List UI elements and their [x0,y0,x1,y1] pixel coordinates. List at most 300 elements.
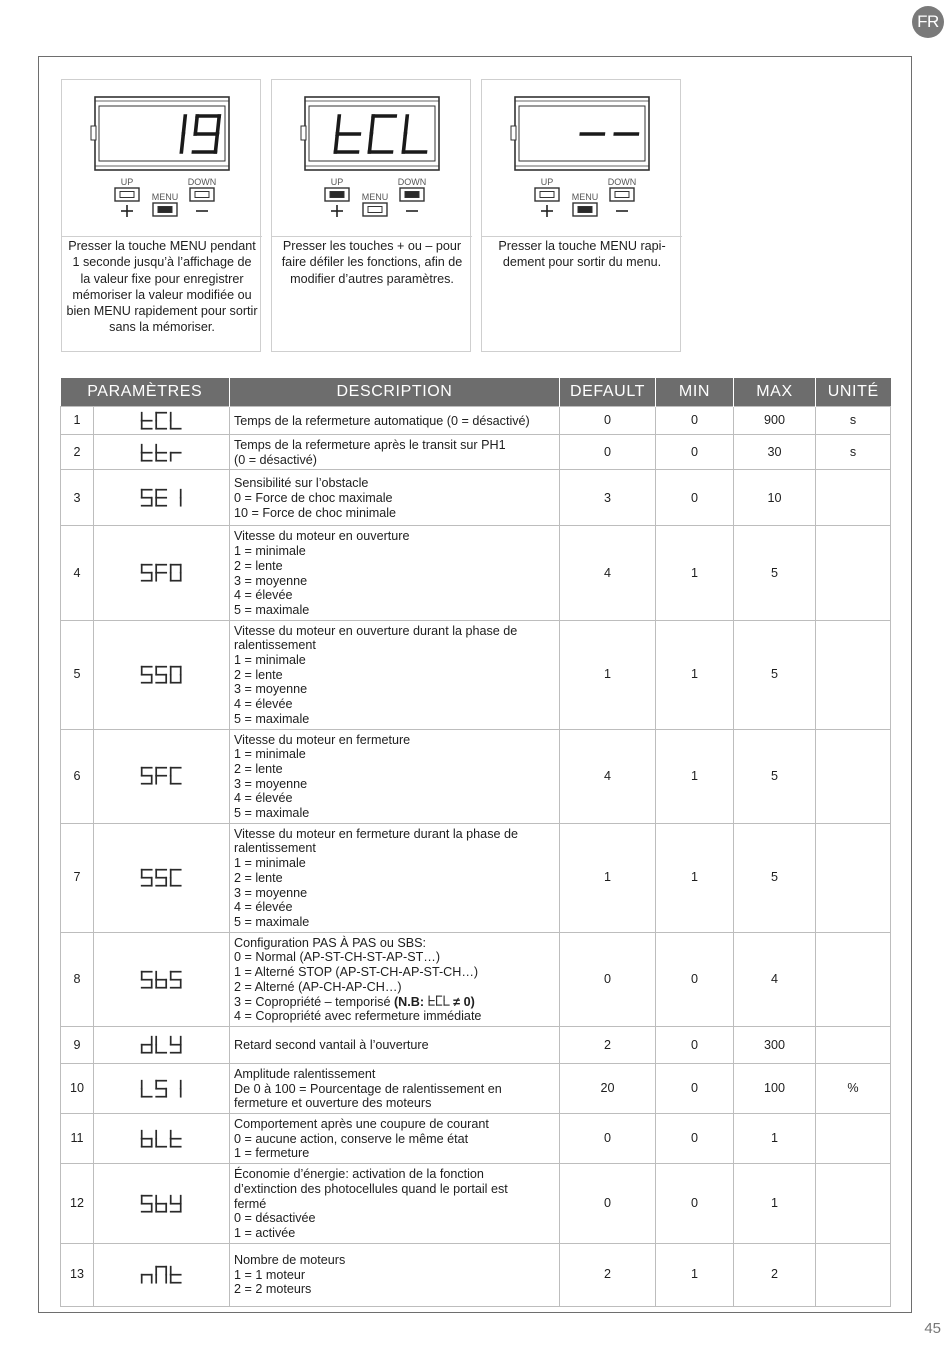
table-row [61,823,891,932]
default-value: 3 [560,470,656,526]
parameter-code-ttr-char-1 [156,444,166,460]
unit-value: s [816,407,891,435]
parameter-code-SbS [140,970,182,989]
parameter-description [230,620,560,729]
description-line [234,827,555,842]
description-line [234,1226,555,1241]
description-text: 3 = moyenne [234,776,308,791]
max-value: 5 [734,526,816,620]
menu-button[interactable] [363,203,387,216]
min-value: 0 [656,1026,734,1063]
parameter-code-SEI-char-1 [156,490,166,506]
description-text: ralentissement [234,841,316,856]
description-text: 0 = désactivée [234,1211,316,1226]
default-value: 0 [560,407,656,435]
description-line [234,668,555,683]
row-number: 1 [61,407,94,435]
description-line [234,529,555,544]
min-value: 0 [656,435,734,470]
lcd-keypad-diagram [482,80,682,237]
description-text: 1 = minimale [234,856,306,871]
parameter-code [94,1114,230,1164]
description-line [234,1167,555,1182]
row-number: 5 [61,620,94,729]
note-code-tCL-char-2 [444,996,449,1005]
parameter-description [230,435,560,470]
description-line [234,574,555,589]
down-button[interactable] [400,188,424,201]
description-line [234,476,555,491]
header-default: DEFAULT [560,378,656,407]
min-value: 1 [656,729,734,823]
description-line [234,453,555,468]
parameter-description [230,407,560,435]
description-line [234,965,555,980]
min-value: 1 [656,526,734,620]
description-line [234,900,555,915]
parameter-description [230,729,560,823]
description-line [234,886,555,901]
description-line [234,1253,555,1268]
panel-caption: Presser la touche MENU pendant 1 seconde jusqu’à l’affichage de la valeur fixe pour enregistrer mémoriser la valeur modifiée ou bien MENU rapidement pour sortir sans la mémoriser. [66,239,258,335]
unit-value [816,620,891,729]
description-text: 1 = 1 moteur [234,1267,306,1282]
min-value: 0 [656,407,734,435]
max-value: 100 [734,1063,816,1113]
default-value: 0 [560,435,656,470]
description-line [234,1282,555,1297]
instruction-panel-3 [481,79,681,352]
default-value: 1 [560,823,656,932]
panel-caption: Presser la touche MENU rapi-dement pour sortir du menu. [498,239,666,270]
description-line [234,544,555,559]
max-value: 5 [734,823,816,932]
down-label: DOWN [187,177,217,187]
min-value: 0 [656,470,734,526]
description-line [234,653,555,668]
max-value: 300 [734,1026,816,1063]
keypad-illustration [62,80,262,237]
description-line [234,915,555,930]
default-value: 0 [560,1114,656,1164]
description-text: Temps de la refermeture automatique (0 = désactivé) [234,413,530,428]
description-text: 1 = minimale [234,544,306,559]
description-text: ralentissement [234,638,316,653]
page-number: 45 [924,1320,941,1337]
row-number: 7 [61,823,94,932]
description-line [234,697,555,712]
lcd-keypad-diagram [62,80,262,237]
parameter-code [94,526,230,620]
description-text: Vitesse du moteur en ouverture [234,529,410,544]
table-row [61,1164,891,1244]
parameter-code-bLt [140,1129,182,1148]
table-row [61,526,891,620]
table-row [61,620,891,729]
up-label: UP [120,177,134,187]
header-parametres: PARAMÈTRES [61,378,230,407]
description-text: 0 = Normal (AP-ST-CH-ST-AP-ST…) [234,950,441,965]
parameter-code-nMt-char-0 [142,1275,152,1283]
description-line [234,733,555,748]
description-text: 2 = Alterné (AP-CH-AP-CH…) [234,979,402,994]
menu-label: MENU [361,192,389,202]
description-text: 10 = Force de choc minimale [234,505,397,520]
parameter-code [94,407,230,435]
parameter-code-SEI-char-0 [142,490,152,506]
parameter-code-dLY-char-1 [156,1037,166,1053]
header-description: DESCRIPTION [230,378,560,407]
down-button[interactable] [190,188,214,201]
parameter-description [230,823,560,932]
description-text: 5 = maximale [234,602,310,617]
max-value: 30 [734,435,816,470]
row-number: 6 [61,729,94,823]
max-value: 10 [734,470,816,526]
parameter-code-tCL-char-2 [171,412,181,428]
default-value: 4 [560,729,656,823]
description-line [234,491,555,506]
description-text: 2 = lente [234,667,283,682]
default-value: 20 [560,1063,656,1113]
instruction-panel-1 [61,79,261,352]
description-text: 1 = minimale [234,653,306,668]
min-value: 0 [656,1164,734,1244]
description-line [234,871,555,886]
parameter-code-SbY-char-1 [156,1195,166,1211]
min-value: 1 [656,823,734,932]
menu-button[interactable] [153,203,177,216]
menu-button[interactable] [573,203,597,216]
table-row [61,1026,891,1063]
row-number: 9 [61,1026,94,1063]
table-row [61,1114,891,1164]
max-value: 4 [734,932,816,1026]
up-button[interactable] [115,188,139,201]
header-min: MIN [656,378,734,407]
parameter-code-ttr-char-2 [171,452,181,460]
description-line [234,841,555,856]
description-line [234,1182,555,1197]
max-value: 2 [734,1243,816,1306]
default-value: 4 [560,526,656,620]
parameter-description [230,1114,560,1164]
min-value: 0 [656,1114,734,1164]
unit-value [816,526,891,620]
parameter-code-SbY-char-2 [171,1195,181,1211]
unit-value [816,470,891,526]
parameter-code-SFC-char-1 [156,768,166,784]
description-text: Configuration PAS À PAS ou SBS: [234,935,427,950]
parameter-code [94,729,230,823]
parameter-code-SSC [140,868,182,887]
description-text: fermé [234,1196,267,1211]
note-code-tCL-char-0 [429,996,434,1005]
description-line [234,712,555,727]
description-line [234,995,555,1010]
description-line [234,1211,555,1226]
parameter-code-dLY-char-2 [171,1037,181,1053]
up-button[interactable] [535,188,559,201]
unit-value [816,932,891,1026]
row-number: 13 [61,1243,94,1306]
description-text: Retard second vantail à l’ouverture [234,1038,429,1053]
keypad-illustration [272,80,472,237]
note-suffix: ≠ 0) [453,994,475,1009]
max-value: 5 [734,729,816,823]
description-line [234,950,555,965]
parameter-code-SEI [140,488,182,507]
description-line [234,1146,555,1161]
parameter-code [94,470,230,526]
parameter-code-SSC-char-0 [142,870,152,886]
max-value: 1 [734,1114,816,1164]
parameter-code-SFO-char-0 [142,565,152,581]
parameter-code-SFO [140,563,182,582]
description-text: 3 = moyenne [234,885,308,900]
unit-value: % [816,1063,891,1113]
min-value: 0 [656,1063,734,1113]
description-line [234,438,555,453]
parameter-code-SFC-char-2 [171,768,181,784]
table-row [61,932,891,1026]
description-line [234,682,555,697]
parameter-description [230,1026,560,1063]
description-text: 0 = Force de choc maximale [234,491,393,506]
row-number: 4 [61,526,94,620]
description-text: De 0 à 100 = Pourcentage de ralentissement en [234,1081,502,1096]
parameter-code-SSO-char-1 [156,667,166,683]
description-line [234,603,555,618]
unit-value [816,729,891,823]
parameter-code-LSI-char-0 [142,1080,152,1096]
table-row [61,1243,891,1306]
unit-value [816,823,891,932]
description-text: 3 = moyenne [234,573,308,588]
row-number: 2 [61,435,94,470]
parameter-code-SSO-char-0 [142,667,152,683]
parameter-code-SbS-char-2 [171,971,181,987]
description-text: 5 = maximale [234,806,310,821]
parameter-code-nMt [140,1265,182,1284]
parameter-code-bLt-char-0 [142,1131,152,1147]
note-bold [394,995,475,1009]
description-text: 5 = maximale [234,914,310,929]
description-line [234,1096,555,1111]
up-label: UP [540,177,554,187]
description-text: 4 = élevée [234,697,293,712]
parameter-code-nMt-char-2 [171,1267,181,1283]
table-header-row [61,378,891,407]
min-value: 0 [656,932,734,1026]
parameter-code-bLt-char-1 [156,1131,166,1147]
parameter-code-SSO [140,665,182,684]
default-value: 2 [560,1243,656,1306]
instruction-panel-2 [271,79,471,352]
parameter-code-SFO-char-1 [156,565,166,581]
parameter-code-SSC-char-1 [156,870,166,886]
description-line [234,856,555,871]
description-text: 2 = 2 moteurs [234,1282,312,1297]
description-line [234,1268,555,1283]
header-unite: UNITÉ [816,378,891,407]
description-text: Sensibilité sur l’obstacle [234,476,369,491]
parameter-code-SSO-char-2 [171,667,181,683]
parameter-code-bLt-char-2 [171,1131,181,1147]
description-line [234,1132,555,1147]
description-text: (0 = désactivé) [234,452,317,467]
parameter-code-nMt-char-1 [156,1267,166,1283]
default-value: 0 [560,932,656,1026]
note-code-tCL-char-1 [436,996,441,1005]
down-label: DOWN [397,177,427,187]
note-code-tCL [428,995,450,1006]
description-line [234,762,555,777]
parameter-code-SFC-char-0 [142,768,152,784]
description-line [234,414,555,429]
parameter-code-ttr [140,443,182,462]
panel-caption: Presser les touches + ou – pour faire défiler les fonctions, afin de modifier d’autres paramètres. [281,239,463,286]
description-text: 2 = lente [234,558,283,573]
description-line [234,624,555,639]
parameter-code [94,1243,230,1306]
unit-value [816,1026,891,1063]
keypad-illustration [482,80,682,237]
description-text: Vitesse du moteur en fermeture durant la phase de [234,826,518,841]
lcd-keypad-diagram [272,80,472,237]
min-value: 1 [656,620,734,729]
description-text: 2 = lente [234,761,283,776]
parameter-code-ttr-char-0 [142,444,152,460]
parameter-code-dLY [140,1035,182,1054]
parameter-description [230,1164,560,1244]
row-number: 3 [61,470,94,526]
note-prefix: (N.B: [393,994,425,1009]
default-value: 1 [560,620,656,729]
parameter-description [230,932,560,1026]
description-line [234,1082,555,1097]
parameter-code [94,1026,230,1063]
max-value: 1 [734,1164,816,1244]
parameter-code [94,823,230,932]
description-line [234,1067,555,1082]
row-number: 12 [61,1164,94,1244]
description-line [234,559,555,574]
description-line [234,747,555,762]
description-text: 1 = activée [234,1225,296,1240]
unit-value [816,1243,891,1306]
description-text: fermeture et ouverture des moteurs [234,1096,432,1111]
description-text: Comportement après une coupure de courant [234,1117,489,1132]
description-line [234,1197,555,1212]
description-text: 1 = fermeture [234,1146,310,1161]
parameter-code-LSI-char-1 [156,1080,166,1096]
description-text: 4 = élevée [234,900,293,915]
min-value: 1 [656,1243,734,1306]
unit-value [816,1164,891,1244]
description-text: 4 = Copropriété avec refermeture immédiate [234,1009,482,1024]
up-button[interactable] [325,188,349,201]
down-label: DOWN [607,177,637,187]
description-line [234,1009,555,1024]
table-row [61,1063,891,1113]
table-row [61,470,891,526]
up-label: UP [330,177,344,187]
row-number: 8 [61,932,94,1026]
description-line [234,638,555,653]
table-row [61,729,891,823]
description-line [234,791,555,806]
parameter-description [230,1243,560,1306]
description-text: Temps de la refermeture après le transit sur PH1 [234,438,506,452]
description-line [234,806,555,821]
parameter-description [230,526,560,620]
description-text: Nombre de moteurs [234,1253,346,1268]
max-value: 900 [734,407,816,435]
parameter-code [94,620,230,729]
description-text: d’extinction des photocellules quand le portail est [234,1181,508,1196]
parameter-description [230,1063,560,1113]
parameter-code [94,435,230,470]
parameter-code-SbY [140,1194,182,1213]
parameter-code-SbY-char-0 [142,1195,152,1211]
default-value: 0 [560,1164,656,1244]
description-text: Vitesse du moteur en fermeture [234,732,411,747]
parameter-code-SSC-char-2 [171,870,181,886]
unit-value: s [816,435,891,470]
parameter-code-SFC [140,766,182,785]
parameter-code-tCL [140,411,182,430]
menu-label: MENU [151,192,179,202]
description-text: Amplitude ralentissement [234,1066,376,1081]
description-line [234,777,555,792]
unit-value [816,1114,891,1164]
parameter-code [94,1164,230,1244]
parameter-code-SbS-char-0 [142,971,152,987]
down-button[interactable] [610,188,634,201]
description-line [234,506,555,521]
menu-label: MENU [571,192,599,202]
parameter-code-LSI [140,1079,182,1098]
table-row [61,407,891,435]
description-text: 1 = Alterné STOP (AP-ST-CH-AP-ST-CH…) [234,965,479,980]
default-value: 2 [560,1026,656,1063]
parameter-code-dLY-char-0 [142,1037,152,1053]
description-line [234,936,555,951]
description-text: Économie d’énergie: activation de la fonction [234,1167,484,1182]
parameter-code-SbS-char-1 [156,971,166,987]
description-line [234,1038,555,1053]
description-text: 4 = élevée [234,791,293,806]
max-value: 5 [734,620,816,729]
row-number: 10 [61,1063,94,1113]
language-badge: FR [912,6,944,38]
description-text: Vitesse du moteur en ouverture durant la phase de [234,623,518,638]
description-line [234,1117,555,1132]
parameter-code-tCL-char-1 [156,412,166,428]
parameter-code-tCL-char-0 [142,412,152,428]
parameter-description [230,470,560,526]
description-text: 3 = Copropriété – temporisé [234,994,391,1009]
description-line [234,588,555,603]
description-text: 1 = minimale [234,747,306,762]
row-number: 11 [61,1114,94,1164]
parameter-code [94,1063,230,1113]
table-row [61,435,891,470]
header-max: MAX [734,378,816,407]
description-text: 4 = élevée [234,588,293,603]
parameter-code-SFO-char-2 [171,565,181,581]
